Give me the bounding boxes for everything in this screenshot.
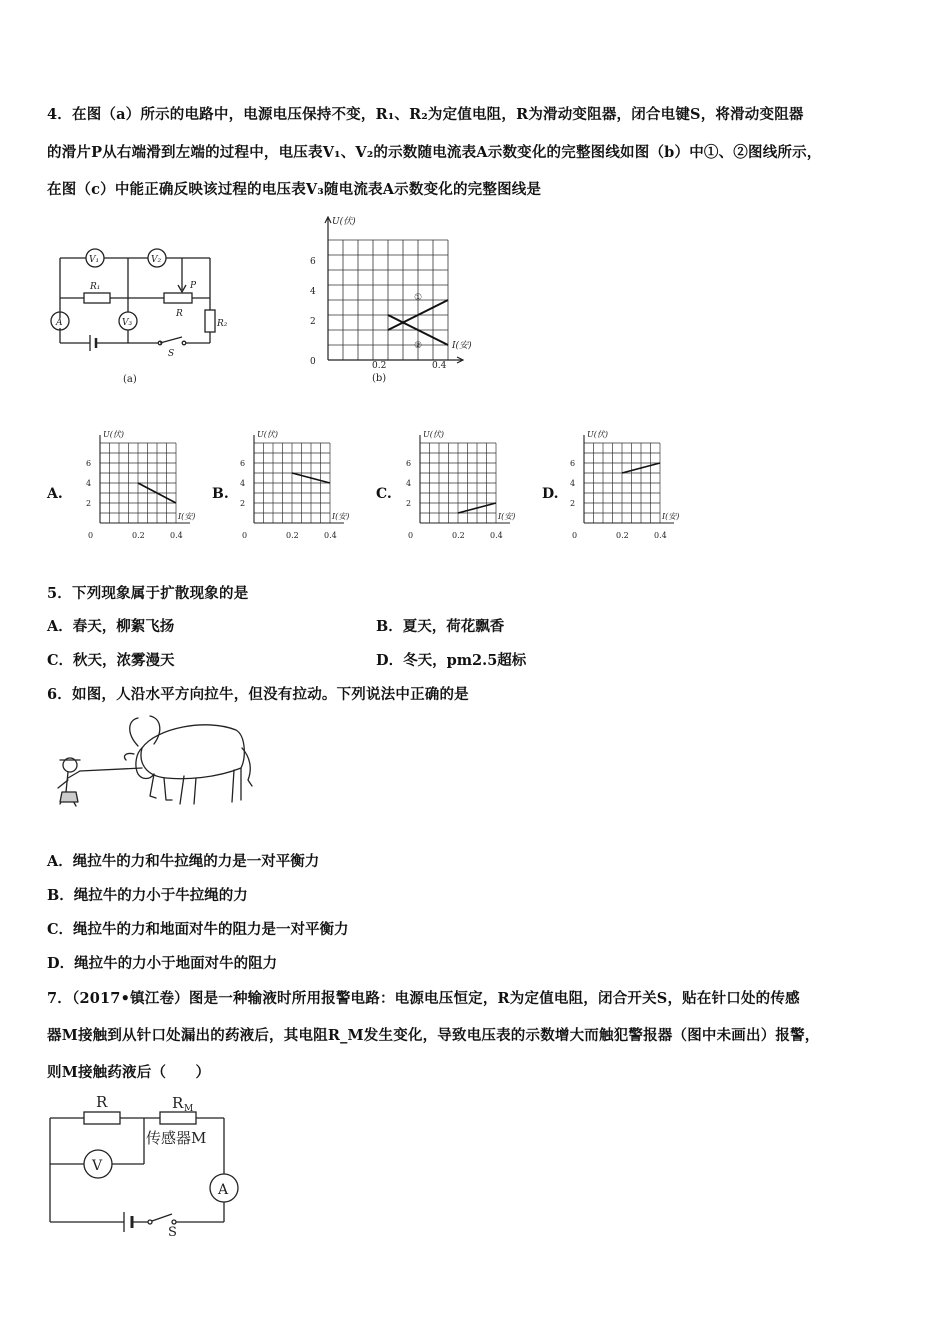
option-xtick: 0.4 (654, 531, 667, 540)
option-xtick: 0.2 (452, 531, 465, 540)
q7-r-label: R (96, 1093, 108, 1111)
option-ytick: 4 (86, 479, 92, 488)
option-xtick: 0.4 (324, 531, 337, 540)
q6-stem: 6．如图，人沿水平方向拉牛，但没有拉动。下列说法中正确的是 (47, 686, 469, 703)
q4-option-d-label[interactable]: D. (542, 486, 559, 502)
option-ytick: 2 (240, 499, 246, 508)
option-ylabel: U(伏) (587, 430, 608, 439)
option-ylabel: U(伏) (423, 430, 444, 439)
figure-b-chart (296, 212, 496, 387)
q4-option-b-label[interactable]: B. (212, 486, 229, 502)
option-ytick: 4 (570, 479, 576, 488)
option-ytick: 6 (240, 459, 246, 468)
option-xtick: 0.2 (616, 531, 629, 540)
q7-ammeter-label: A (218, 1182, 229, 1198)
fig-b-ytick-2: 2 (310, 317, 316, 327)
q6-option-c[interactable]: C．绳拉牛的力和地面对牛的阻力是一对平衡力 (47, 921, 349, 938)
option-ytick: 6 (406, 459, 412, 468)
option-xtick: 0.2 (132, 531, 145, 540)
q7-switch-label: S (168, 1225, 177, 1240)
q6-option-a[interactable]: A．绳拉牛的力和牛拉绳的力是一对平衡力 (47, 853, 320, 870)
fig-b-caption: (b) (372, 373, 387, 384)
q7-alarm-circuit (44, 1088, 244, 1240)
option-ytick: 4 (240, 479, 246, 488)
fig-b-series-2-label: ② (414, 341, 423, 351)
q7-voltmeter-label: V (92, 1158, 103, 1174)
fig-a-ammeter-label: A (56, 318, 63, 328)
q4-option-a-chart (78, 425, 208, 545)
fig-b-xlabel: I(安) (452, 341, 472, 351)
option-xtick: 0.4 (170, 531, 183, 540)
figure-a-circuit (48, 228, 238, 388)
fig-b-ytick-4: 4 (310, 287, 316, 297)
fig-b-series-1-label: ① (414, 293, 423, 303)
fig-b-ylabel: U(伏) (332, 217, 356, 227)
option-xlabel: I(安) (332, 512, 350, 521)
q6-option-d[interactable]: D．绳拉牛的力小于地面对牛的阻力 (47, 955, 278, 972)
fig-a-v3-label: V₃ (122, 318, 133, 328)
fig-b-xtick-02: 0.2 (372, 361, 387, 371)
q5-option-d[interactable]: D．冬天，pm2.5超标 (376, 652, 527, 669)
fig-a-v2-label: V₂ (151, 255, 162, 265)
fig-a-r2-label: R₂ (217, 319, 228, 329)
option-xtick: 0 (408, 531, 414, 540)
option-xlabel: I(安) (178, 512, 196, 521)
option-ylabel: U(伏) (257, 430, 278, 439)
option-xtick: 0.4 (490, 531, 503, 540)
q4-option-c-label[interactable]: C. (376, 486, 392, 502)
q6-option-b[interactable]: B．绳拉牛的力小于牛拉绳的力 (47, 887, 248, 904)
fig-a-r-label: R (176, 309, 183, 319)
option-ytick: 4 (406, 479, 412, 488)
q5-option-c[interactable]: C．秋天，浓雾漫天 (47, 652, 175, 669)
option-xtick: 0 (88, 531, 94, 540)
option-ytick: 6 (570, 459, 576, 468)
q4-option-a-label[interactable]: A. (47, 486, 63, 502)
q7-line-3: 则M接触药液后（ ） (47, 1064, 211, 1081)
fig-a-v1-label: V₁ (89, 255, 100, 265)
fig-a-caption: (a) (123, 374, 137, 385)
option-xtick: 0 (242, 531, 248, 540)
fig-a-switch-label: S (168, 349, 175, 359)
fig-b-ytick-6: 6 (310, 257, 316, 267)
q4-option-b-chart (232, 425, 362, 545)
fig-b-xtick-0: 0 (310, 357, 316, 367)
option-xtick: 0.2 (286, 531, 299, 540)
q4-line-1: 4．在图（a）所示的电路中，电源电压保持不变，R₁、R₂为定值电阻，R为滑动变阻器，闭合电键S，将滑动变阻器 (47, 106, 804, 123)
q7-rm-label: R (172, 1094, 184, 1112)
option-xtick: 0 (572, 531, 578, 540)
option-ytick: 2 (570, 499, 576, 508)
q7-line-2: 器M接触到从针口处漏出的药液后，其电阻R_M发生变化，导致电压表的示数增大而触犯警报器（图中未画出）报警， (47, 1027, 820, 1044)
q7-rm-subscript: M (184, 1104, 194, 1114)
option-xlabel: I(安) (662, 512, 680, 521)
q7-sensor-label: 传感器M (146, 1129, 207, 1147)
q4-option-c-chart (398, 425, 528, 545)
q5-option-b[interactable]: B．夏天，荷花飘香 (376, 618, 505, 635)
fig-a-r1-label: R₁ (90, 282, 101, 292)
ox-and-man-illustration (46, 708, 256, 826)
q5-option-a[interactable]: A．春天，柳絮飞扬 (47, 618, 175, 635)
fig-a-p-label: P (190, 281, 197, 291)
option-ytick: 6 (86, 459, 92, 468)
q7-line-1: 7．（2017•镇江卷）图是一种输液时所用报警电路：电源电压恒定，R为定值电阻，闭合开关S，贴在针口处的传感 (47, 990, 800, 1007)
q5-stem: 5．下列现象属于扩散现象的是 (47, 585, 249, 602)
q4-line-2: 的滑片P从右端滑到左端的过程中，电压表V₁、V₂的示数随电流表A示数变化的完整图线如图（b）中①、②图线所示， (47, 144, 822, 161)
q4-option-d-chart (562, 418, 702, 545)
fig-b-xtick-04: 0.4 (432, 361, 447, 371)
option-ylabel: U(伏) (103, 430, 124, 439)
q4-line-3: 在图（c）中能正确反映该过程的电压表V₃随电流表A示数变化的完整图线是 (47, 181, 542, 198)
option-ytick: 2 (86, 499, 92, 508)
option-xlabel: I(安) (498, 512, 516, 521)
option-ytick: 2 (406, 499, 412, 508)
